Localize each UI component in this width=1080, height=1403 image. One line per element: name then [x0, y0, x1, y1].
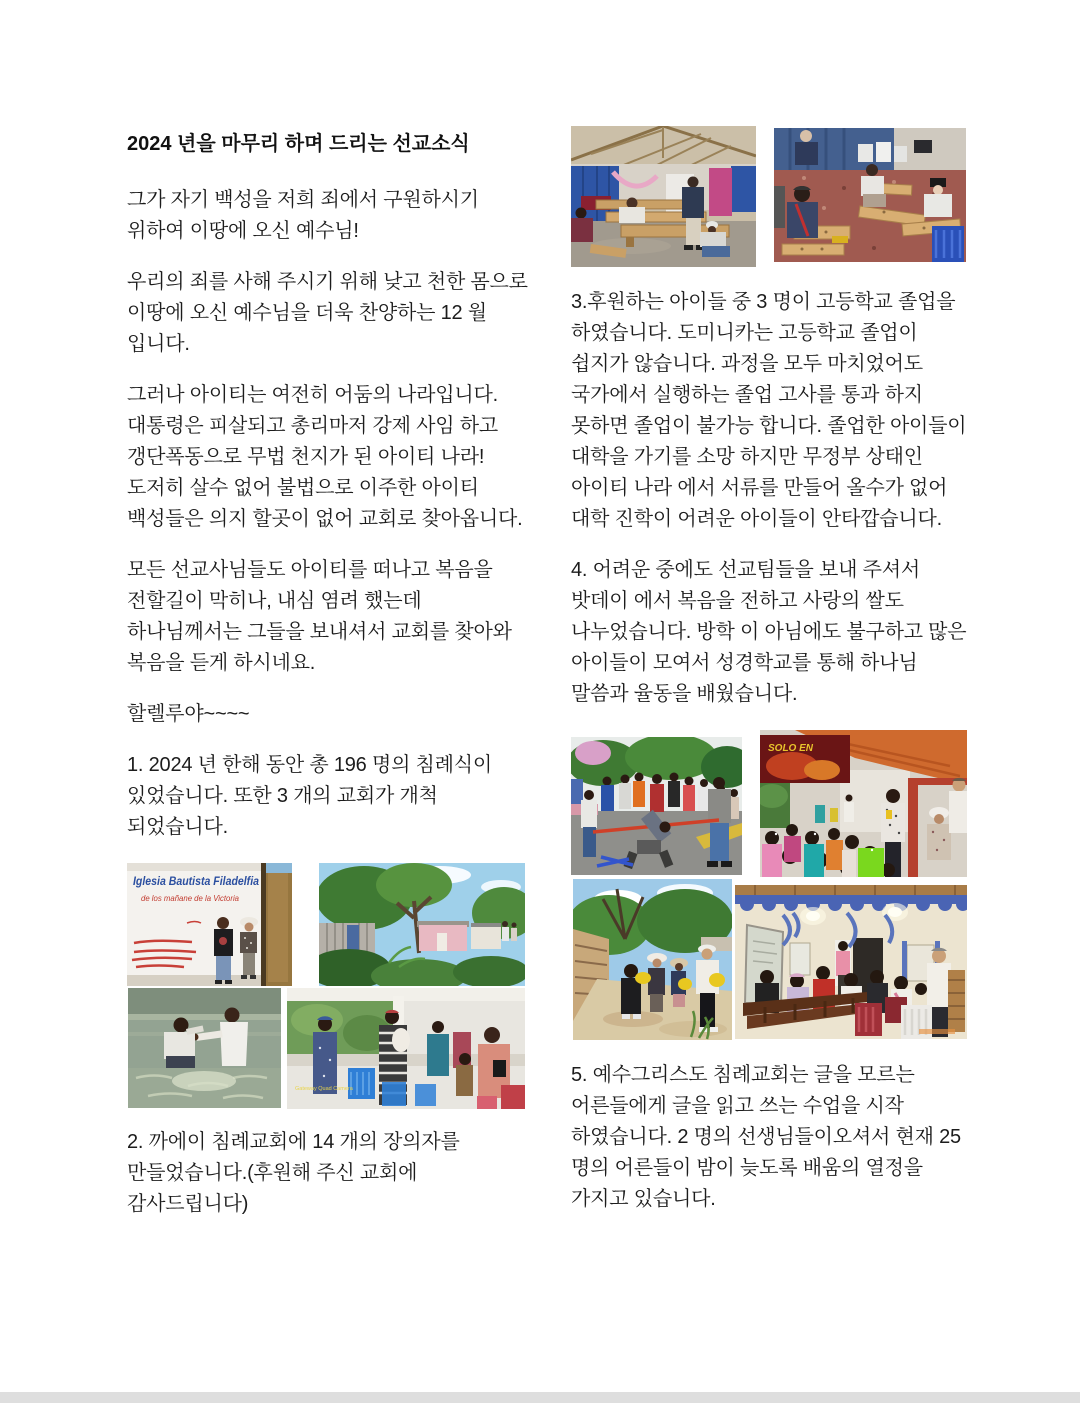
left-photo-row-1 [127, 863, 530, 986]
photo-bench-building-1 [571, 126, 756, 267]
photo-village-landscape [319, 863, 525, 986]
window-bottom-bar [0, 1392, 1080, 1403]
paragraph-haiti-situation: 그러나 아이티는 여전히 어둠의 나라입니다. 대통령은 피살되고 총리마저 강제 사임 하고 갱단폭동으로 무법 천지가 된 아이티 나라! 도저히 살수 없어 불법으로 이주한 아이티 백성들은 의지 할곳이 없어 교회로 찾아옵니다. [127, 384, 523, 530]
left-column [127, 132, 530, 1240]
photo-rice-delivery [573, 879, 732, 1040]
right-photo-row-2 [571, 879, 968, 1040]
newsletter-title: 2024 년을 마무리 하며 드리는 선교소식 [127, 133, 470, 155]
meeting-banner-text: SOLO EN [768, 743, 814, 754]
photo-baptism [128, 988, 281, 1108]
section-5-literacy: 5. 예수그리스도 침례교회는 글을 모르는 어른들에게 글을 읽고 쓰는 수업을 시작 하였습니다. 2 명의 선생님들이오셔서 현재 25 명의 어른들이 밤이 늦도록 배움의 열정을 가지고 있습니다. [571, 1064, 961, 1210]
photo-congregation [287, 988, 525, 1109]
left-photo-row-2 [127, 988, 530, 1109]
right-photo-row-top [571, 126, 968, 267]
paragraph-intro-2: 우리의 죄를 사해 주시기 위해 낮고 천한 몸으로 이땅에 오신 예수님을 더욱 찬양하는 12 월 입니다. [127, 271, 528, 355]
paragraph-intro-1: 그가 자기 백성을 저희 죄에서 구원하시기 위하여 이땅에 오신 예수님! [127, 189, 479, 242]
photo-outdoor-meeting [760, 730, 967, 877]
paragraph-hallelujah: 할렐루야~~~~ [127, 703, 250, 725]
photo-bench-building-2 [774, 128, 966, 262]
church-sign-subtitle-text: de los mañane de la Victoria [141, 893, 240, 903]
photo-church-sign [127, 863, 292, 986]
photo-literacy-class [735, 885, 967, 1039]
right-photo-row-1 [571, 730, 968, 877]
section-1-baptisms: 1. 2024 년 한해 동안 총 196 명의 침례식이 있었습니다. 또한 3 개의 교회가 개척 되었습니다. [127, 754, 493, 838]
church-sign-title-text: Iglesia Bautista Filadelfia [133, 874, 260, 888]
section-4-mission-teams: 4. 어려운 중에도 선교팀들을 보내 주셔서 밧데이 에서 복음을 전하고 사랑의 쌀도 나누었습니다. 방학 이 아님에도 불구하고 많은 아이들이 모여서 성경학교를 통해 하나님 말씀과 율동을 배웠습니다. [571, 559, 967, 705]
congregation-watermark-text: Gateway Quad Camera [295, 1086, 353, 1092]
photo-limbo-game [571, 737, 742, 875]
section-3-graduates: 3.후원하는 아이들 중 3 명이 고등학교 졸업을 하였습니다. 도미니카는 고등학교 졸업이 쉽지가 않습니다. 과정을 모두 마치었어도 국가에서 실행하는 졸업 고사를 통과 하지 못하면 졸업이 불가능 합니다. 졸업한 아이들이 대학을 가기를 소망 하지만 무정부 상태인 아이티 나라 에서 서류를 만들어 올수가 없어 대학 진학이 어려운 아이들이 안타깝습니다. [571, 291, 967, 530]
right-column [571, 126, 968, 1235]
paragraph-missionaries: 모든 선교사님들도 아이티를 떠나고 복음을 전할길이 막히나, 내심 염려 했는데 하나님께서는 그들을 보내셔서 교회를 찾아와 복음을 듣게 하시네요. [127, 559, 512, 674]
section-2-pews: 2. 까에이 침례교회에 14 개의 장의자를 만들었습니다.(후원해 주신 교회에 감사드립니다) [127, 1131, 460, 1215]
